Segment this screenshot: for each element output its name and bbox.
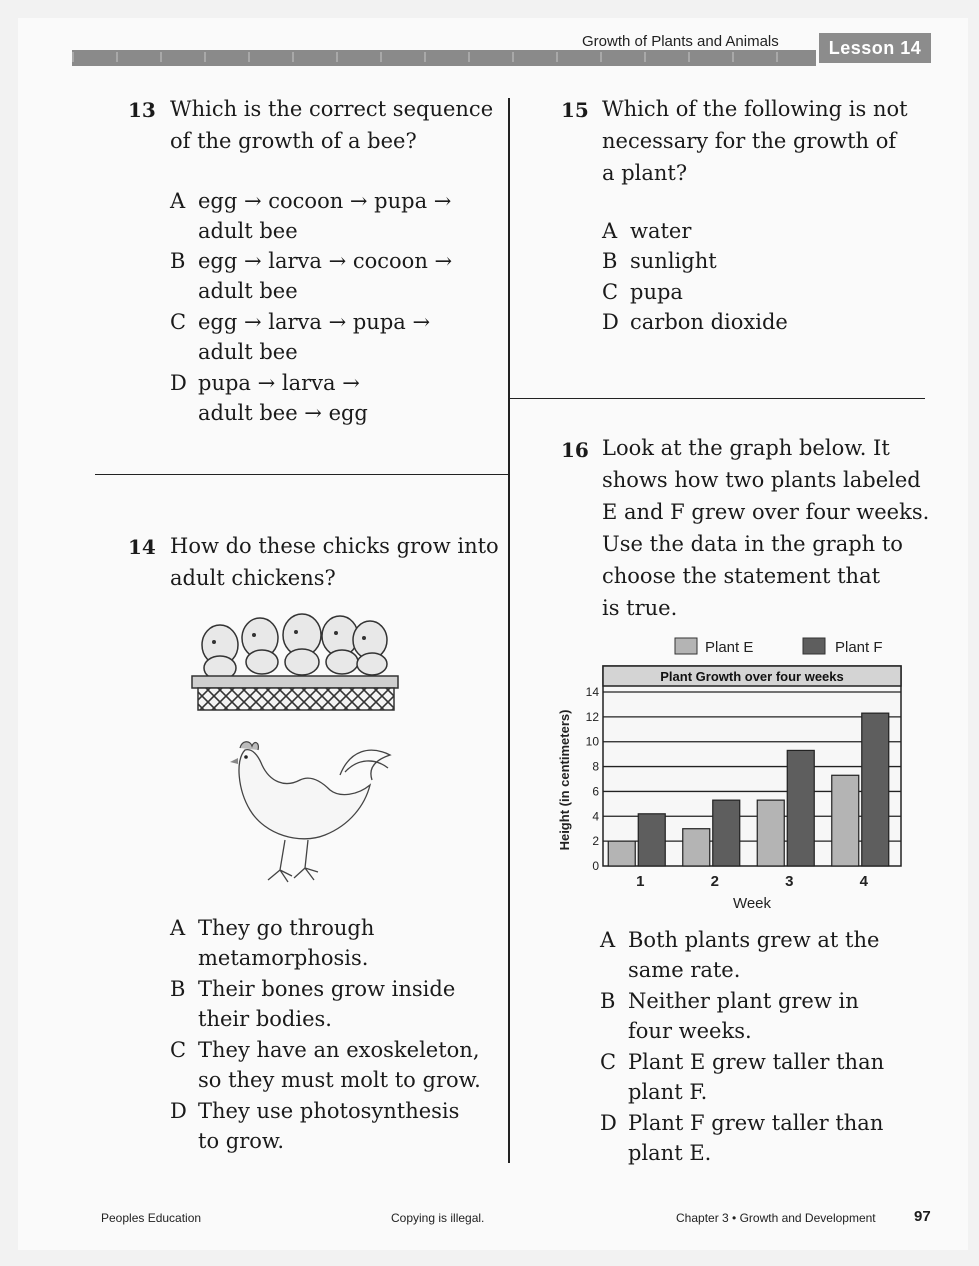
x-tick-label: 3 [785,873,794,890]
perch [192,676,398,710]
bar-plant-f-week-3 [787,750,814,866]
footer-publisher: Peoples Education [101,1211,202,1225]
page-number: 97 [914,1208,931,1225]
chick-icon [202,614,387,680]
q14-text: How do these chicks grow into adult chickens? [170,534,499,590]
legend-label-plant-f: Plant F [835,639,883,656]
q15-text: Which of the following is not necessary for the growth of a plant? [602,97,908,185]
q14-option-b[interactable]: B Their bones grow inside their bodies. [170,977,456,1031]
q16-option-b[interactable]: B Neither plant grew in four weeks. [600,989,859,1043]
q16-option-d[interactable]: D Plant F grew taller than plant E. [600,1111,884,1165]
q16-option-a[interactable]: A Both plants grew at the same rate. [600,928,880,982]
q14-number: 14 [128,535,156,559]
q15-number: 15 [561,98,589,122]
y-tick-label: 10 [585,734,599,749]
chicks-and-hen-illustration [190,600,410,900]
q13-text: Which is the correct sequence of the growth of a bee? [170,97,494,153]
x-tick-label: 2 [710,873,719,890]
q15-option-a[interactable]: A water [602,219,692,243]
q15-option-d[interactable]: D carbon dioxide [602,310,788,334]
q13-option-b[interactable]: B egg → larva → cocoon → adult bee [170,249,453,303]
footer-copy-notice: Copying is illegal. [391,1211,485,1225]
q16-number: 16 [561,438,589,462]
hen-icon [239,750,390,882]
bar-plant-f-week-1 [638,814,665,866]
y-tick-label: 0 [592,859,599,873]
header-title: Growth of Plants and Animals [582,33,779,50]
plant-growth-chart [555,630,915,920]
y-axis-label: Height (in centimeters) [557,709,572,851]
q13-option-d[interactable]: D pupa → larva → adult bee → egg [170,371,368,425]
x-axis-label: Week [732,895,772,912]
bar-plant-f-week-4 [862,713,889,866]
q13-number: 13 [128,98,156,122]
bar-plant-e-week-2 [683,829,710,866]
y-tick-label: 6 [592,784,599,799]
divider-right [510,398,925,399]
lesson-badge: Lesson 14 [819,33,931,63]
q14-option-c[interactable]: C They have an exoskeleton, so they must molt to grow. [170,1038,481,1092]
x-tick-label: 1 [636,873,645,890]
legend-swatch-plant-e [675,638,697,654]
bar-plant-f-week-2 [713,800,740,866]
q14-option-a[interactable]: A They go through metamorphosis. [170,916,375,970]
chart-title: Plant Growth over four weeks [660,669,844,684]
q16-option-c[interactable]: C Plant E grew taller than plant F. [600,1050,885,1104]
divider-left [95,474,508,475]
header-band [72,50,816,66]
q13-option-c[interactable]: C egg → larva → pupa → adult bee [170,310,431,364]
q13-option-a[interactable]: A egg → cocoon → pupa → adult bee [170,189,452,243]
legend-swatch-plant-f [803,638,825,654]
q15-option-b[interactable]: B sunlight [602,249,717,273]
q15-option-c[interactable]: C pupa [602,280,683,304]
y-tick-label: 8 [592,759,599,774]
q14-option-d[interactable]: D They use photosynthesis to grow. [170,1099,460,1153]
y-tick-label: 14 [585,685,599,699]
footer-chapter: Chapter 3 • Growth and Development [676,1211,876,1225]
bar-plant-e-week-3 [757,800,784,866]
bar-plant-e-week-4 [832,775,859,866]
legend-label-plant-e: Plant E [705,639,754,656]
y-tick-label: 2 [592,834,599,849]
column-divider [508,98,510,1163]
chart-legend [675,638,883,656]
q16-text: Look at the graph below. It shows how two plants labeled E and F grew over four weeks. Use the data in the graph to choose the statement that is true. [602,436,930,620]
y-tick-label: 12 [585,709,599,724]
bar-plant-e-week-1 [608,841,635,866]
y-tick-label: 4 [592,809,599,824]
x-tick-label: 4 [859,873,868,890]
